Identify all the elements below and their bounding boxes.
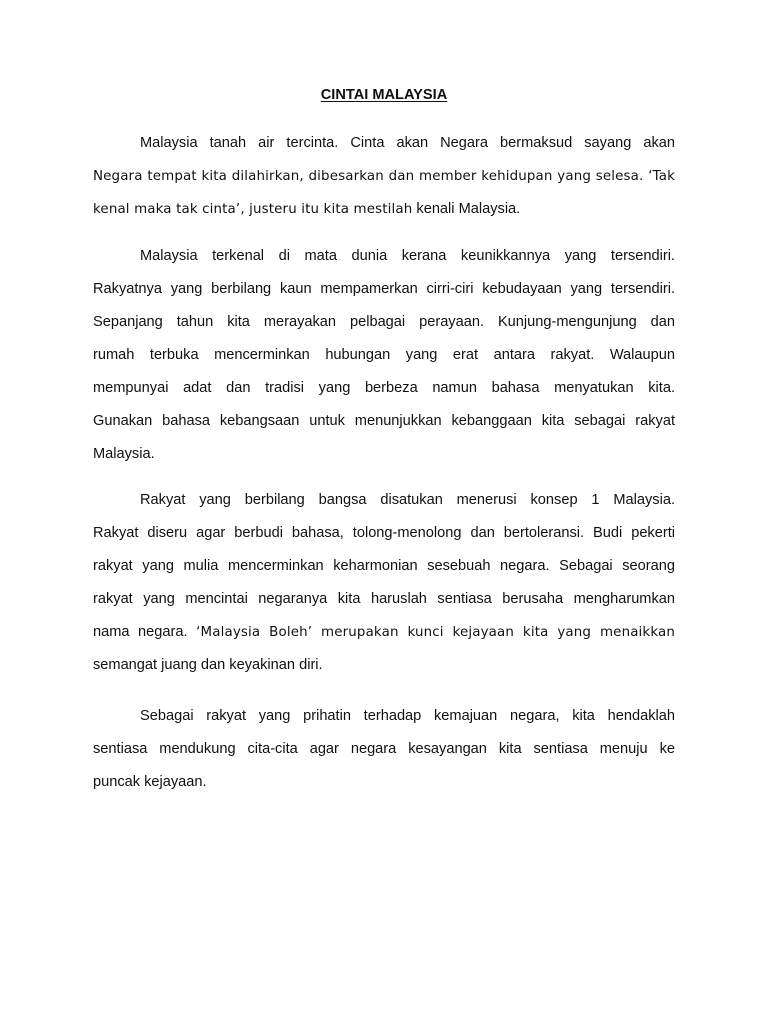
paragraph-line: rumah terbuka mencerminkan hubungan yang erat antara rakyat. Walaupun	[93, 347, 675, 363]
paragraph-line-segment: ‘Malaysia Boleh’ merupakan kunci kejayaan kita yang menaikkan	[196, 625, 675, 640]
paragraph-line-segment: kenal maka tak cinta’, justeru itu kita mestilah	[93, 202, 413, 217]
paragraph-4	[93, 700, 675, 799]
paragraph-line: Malaysia.	[93, 446, 155, 462]
paragraph-3	[93, 484, 675, 682]
paragraph-line-mixed	[93, 193, 675, 226]
paragraph-line: semangat juang dan keyakinan diri.	[93, 657, 323, 673]
paragraph-line: mempunyai adat dan tradisi yang berbeza namun bahasa menyatukan kita.	[93, 380, 675, 396]
paragraph-line: rakyat yang mencintai negaranya kita haruslah sentiasa berusaha mengharumkan	[93, 591, 675, 607]
paragraph-line: Malaysia terkenal di mata dunia kerana keunikkannya yang tersendiri.	[140, 248, 675, 264]
paragraph-line: Rakyat diseru agar berbudi bahasa, tolong-menolong dan bertoleransi. Budi pekerti	[93, 525, 675, 541]
paragraph-line: Negara tempat kita dilahirkan, dibesarkan dan member kehidupan yang selesa. ‘Tak	[93, 169, 675, 184]
paragraph-line: puncak kejayaan.	[93, 774, 207, 790]
paragraph-line: Rakyatnya yang berbilang kaun mempamerkan cirri-ciri kebudayaan yang tersendiri.	[93, 281, 675, 297]
paragraph-line: Sebagai rakyat yang prihatin terhadap kemajuan negara, kita hendaklah	[140, 708, 675, 724]
paragraph-line-segment: kenali Malaysia.	[416, 201, 521, 217]
paragraph-line: rakyat yang mulia mencerminkan keharmonian sesebuah negara. Sebagai seorang	[93, 558, 675, 574]
paragraph-line-segment: nama negara.	[93, 624, 188, 640]
paragraph-line: Sepanjang tahun kita merayakan pelbagai perayaan. Kunjung-mengunjung dan	[93, 314, 675, 330]
paragraph-1	[93, 127, 675, 226]
paragraph-line-mixed	[93, 616, 675, 649]
paragraph-line: sentiasa mendukung cita-cita agar negara kesayangan kita sentiasa menuju ke	[93, 741, 675, 757]
paragraph-line: Malaysia tanah air tercinta. Cinta akan Negara bermaksud sayang akan	[140, 135, 675, 151]
paragraph-line: Rakyat yang berbilang bangsa disatukan menerusi konsep 1 Malaysia.	[140, 492, 675, 508]
document-title: CINTAI MALAYSIA	[320, 87, 448, 103]
paragraph-2	[93, 240, 675, 471]
paragraph-line: Gunakan bahasa kebangsaan untuk menunjukkan kebanggaan kita sebagai rakyat	[93, 413, 675, 429]
